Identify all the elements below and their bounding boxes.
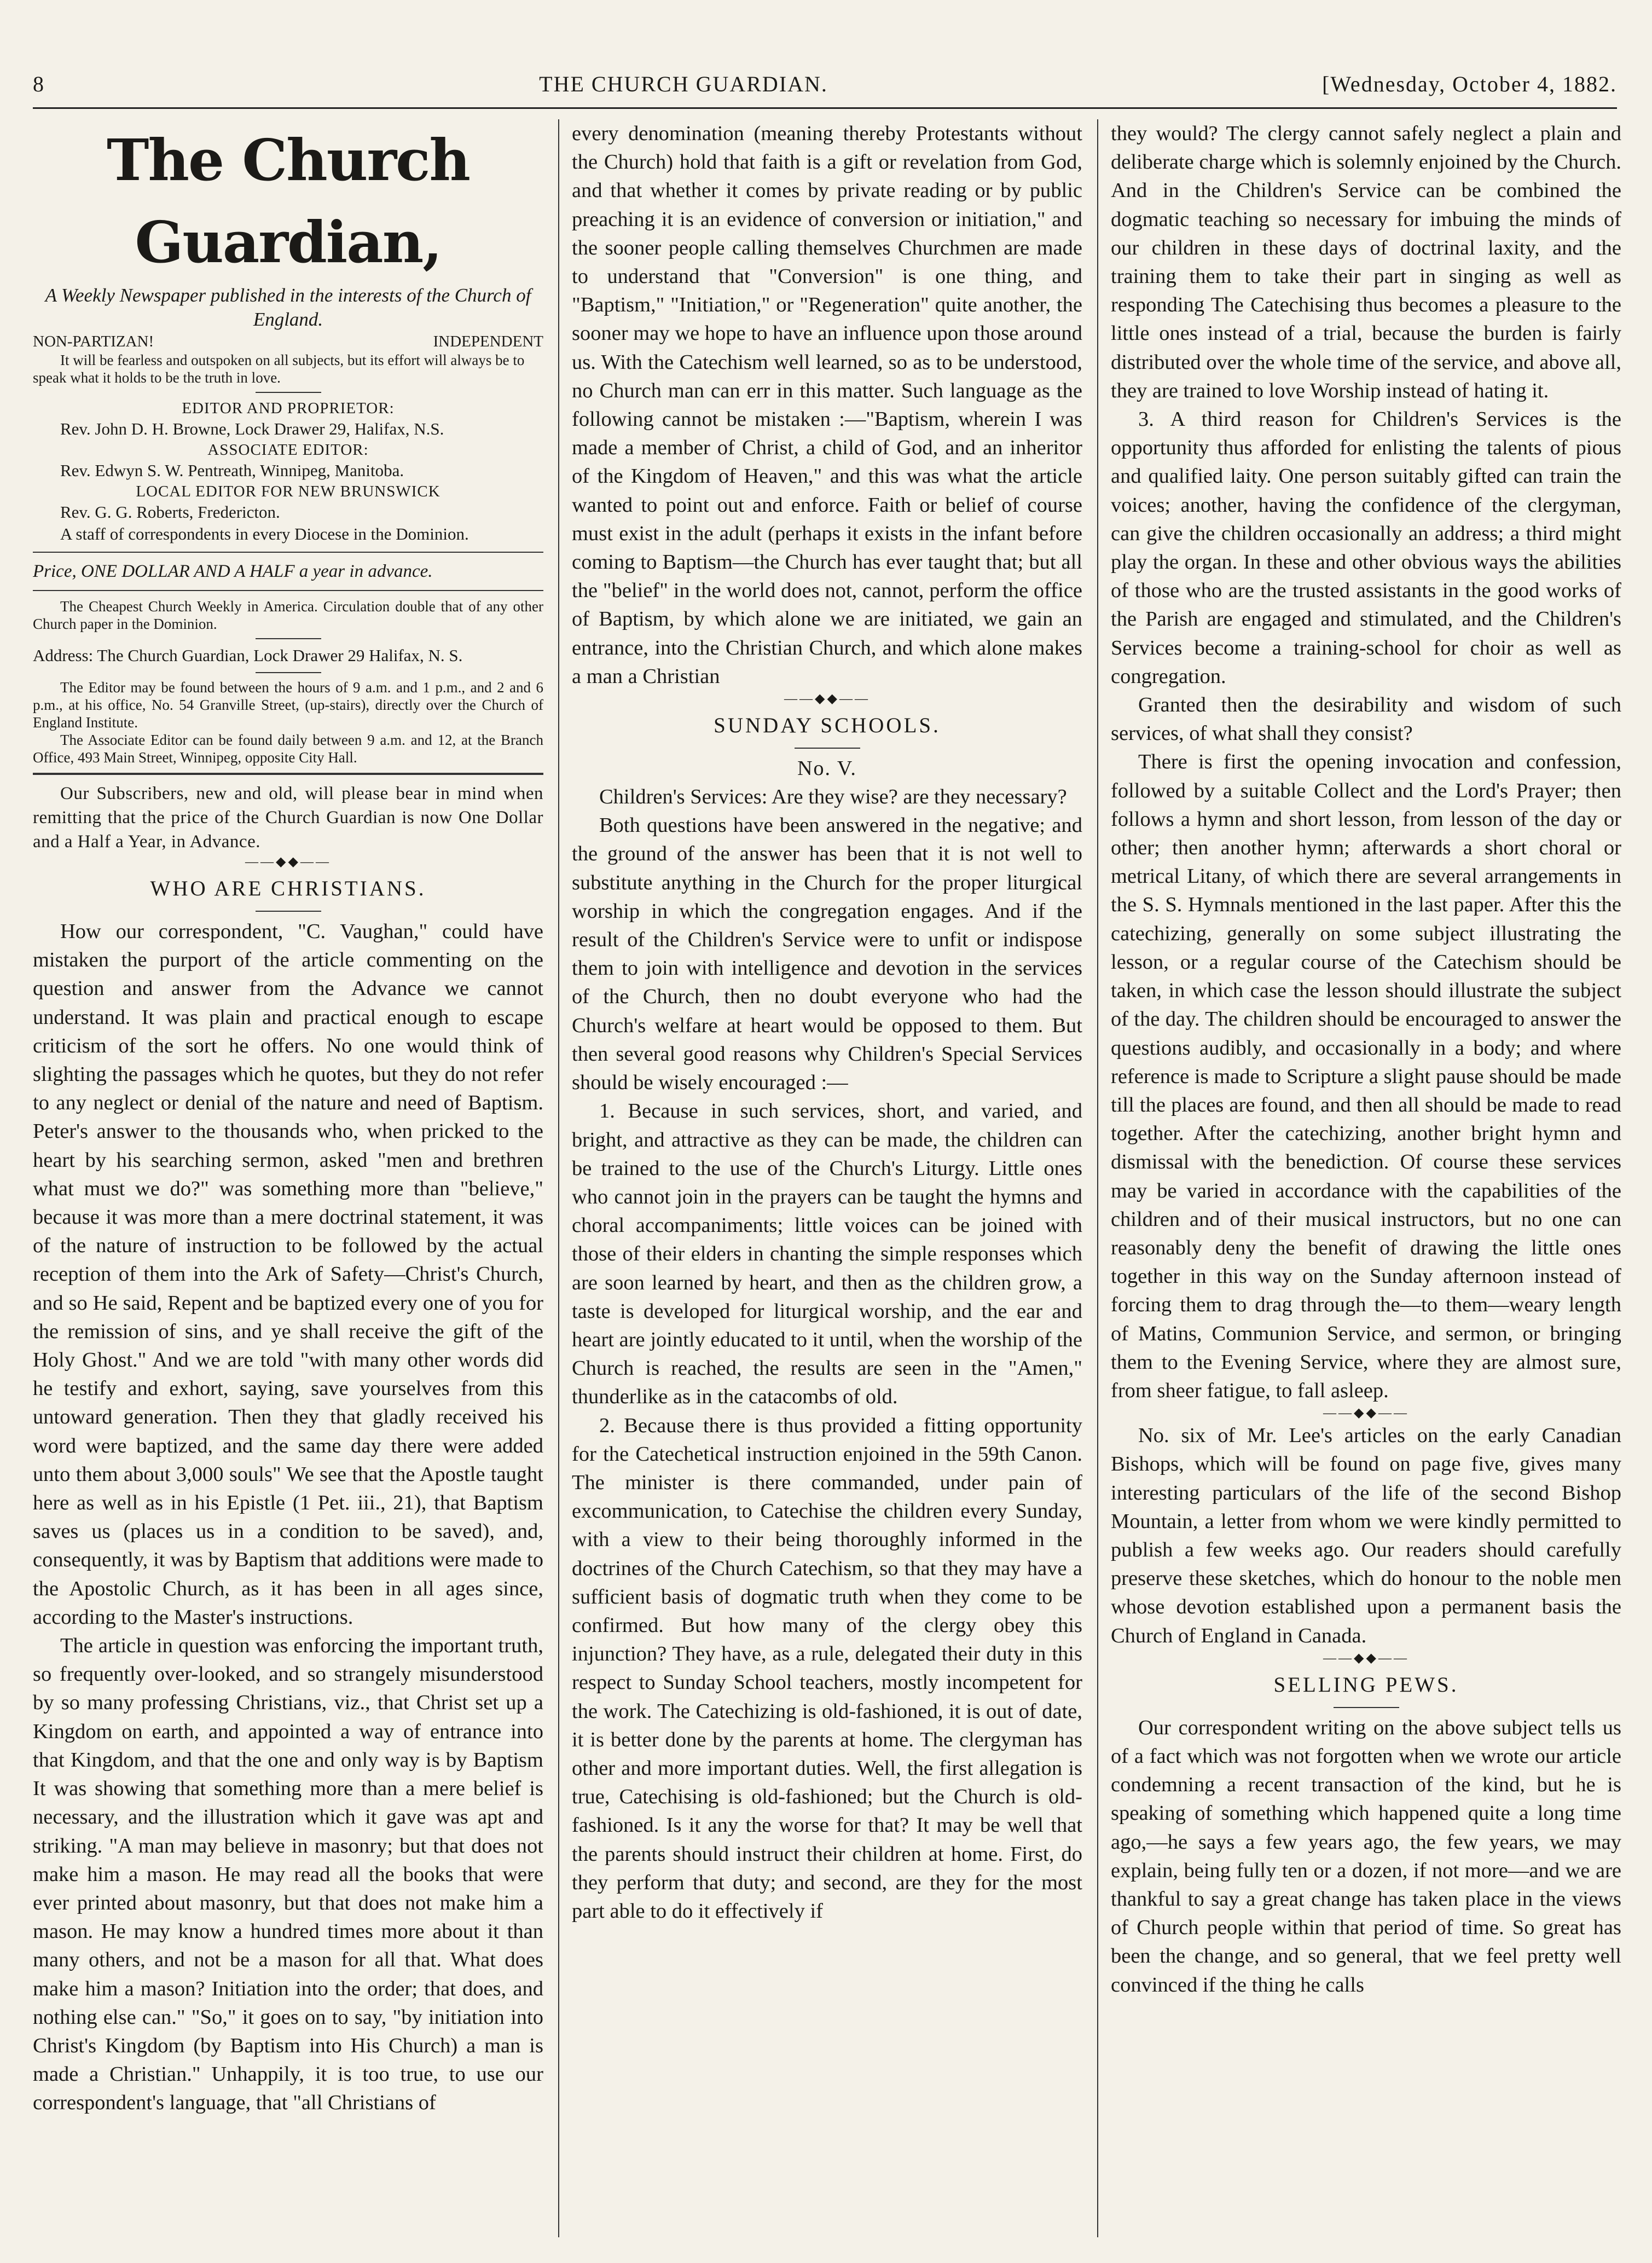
ornament-divider: ——◆◆—— bbox=[1323, 1651, 1409, 1665]
ornament-divider: ——◆◆—— bbox=[1323, 1406, 1409, 1421]
price-line: Price, ONE DOLLAR AND A HALF a year in advance. bbox=[33, 562, 433, 581]
divider bbox=[256, 911, 321, 912]
column-divider bbox=[558, 119, 559, 2237]
associate-heading: ASSOCIATE EDITOR: bbox=[207, 441, 369, 459]
column-1 bbox=[33, 119, 543, 2254]
column-2 bbox=[572, 119, 1082, 2254]
article-title-sunday-schools: SUNDAY SCHOOLS. bbox=[714, 714, 941, 738]
article-title-who-are-christians: WHO ARE CHRISTIANS. bbox=[150, 877, 426, 900]
divider bbox=[33, 773, 543, 775]
address-line: Address: The Church Guardian, Lock Drawer 29 Halifax, N. S. bbox=[33, 646, 463, 665]
article-paragraph: The article in question was enforcing the important truth, so frequently over-looked, and so strangely misunderstood by so many professing Christians, viz., that Christ set up a Kingdom on earth, and appointed a way of entrance into that Kingdom, and that the one and only way is by Baptism It was showing that something more than a mere belief is necessary, and the illustration which it gave was apt and striking. "A man may believe in masonry; but that does not make him a mason. He may read all the books that were ever printed about masonry, but that does not make him a mason. He may know a hundred times more about it than many others, and not be a mason for all that. What does make him a mason? Initiation into the order; that does, and nothing else can." "So," it goes on to say, "by initiation into Christ's Kingdom (by Baptism into His Church) a man is made a Christian." Unhappily, it is too true, to use our correspondent's language, that "all Christians of bbox=[33, 1634, 543, 2115]
ornament-divider: ——◆◆—— bbox=[784, 692, 870, 707]
branch-office: The Associate Editor can be found daily between 9 a.m. and 12, at the Branch Office, 493 Main Street, Winnipeg, opposite City Hall. bbox=[33, 732, 543, 766]
article-number: No. V. bbox=[797, 757, 857, 780]
article-title-selling-pews: SELLING PEWS. bbox=[1273, 1672, 1459, 1697]
article-paragraph: How our correspondent, "C. Vaughan," could have mistaken the purport of the article commenting on the question and answer from the Advance we cannot understand. It was plain and practical enough to escape criticism of the sort he offers. No one would think of slighting the passages which he quotes, but they do not refer to any neglect or denial of the nature and need of Baptism. Peter's answer to the thousands who, when pricked to the heart by his searching sermon, asked "men and brethren what must we do?" was something more than "believe," because it was more than a mere doctrinal statement, it was of the nature of instruction to be followed by the actual reception of them into the Ark of Safety—Christ's Church, and so He said, Repent and be baptized every one of you for the remission of sins, and ye shall receive the gift of the Holy Ghost." And we are told "with many other words did he testify and exhort, saying, save yourselves from this untoward generation. Then they that gladly received his word were baptized, and the same day there were added unto them about 3,000 souls" We see that the Apostle taught here as well as in his Epistle (1 Pet. iii., 21), that Baptism saves us (places us in a condition to be saved), and, consequently, it was by Baptism that additions were made to the Apostolic Church, as it has been in all ages since, according to the Master's instructions. bbox=[33, 920, 543, 1629]
local-editor-name: Rev. G. G. Roberts, Fredericton. bbox=[60, 502, 280, 522]
masthead-motto: It will be fearless and outspoken on all subjects, but its effort will always be to speak what it holds to be the truth in love. bbox=[33, 352, 525, 386]
non-partizan-label: NON-PARTIZAN! bbox=[33, 333, 154, 350]
editor-name: Rev. John D. H. Browne, Lock Drawer 29, Halifax, N.S. bbox=[60, 419, 444, 438]
divider bbox=[1334, 1707, 1399, 1708]
header-rule bbox=[33, 107, 1617, 109]
divider bbox=[256, 672, 321, 673]
masthead-title: The Church Guardian, bbox=[106, 126, 470, 276]
office-hours: The Editor may be found between the hours of 9 a.m. and 1 p.m., and 2 and 6 p.m., at his office, No. 54 Granville Street, (up-stairs), directly over the Church of England Institute. bbox=[33, 679, 543, 731]
divider bbox=[33, 590, 543, 591]
divider bbox=[33, 552, 543, 553]
article-paragraph: they would? The clergy cannot safely neglect a plain and deliberate charge which is solemnly enjoined by the Church. And in the Children's Service can be combined the dogmatic teaching so necessary for imbuing the minds of our children in these days of doctrinal laxity, and the training them to take their part in singing as well as responding The Catechising thus becomes a pleasure to the little ones instead of a trial, because the burden is fairly distributed over the whole time of the service, and above all, they are trained to love Worship instead of hating it. bbox=[1111, 122, 1621, 402]
staff-line: A staff of correspondents in every Diocese in the Dominion. bbox=[60, 524, 469, 543]
issue-date: [Wednesday, October 4, 1882. bbox=[1322, 72, 1617, 96]
article-paragraph: Both questions have been answered in the negative; and the ground of the answer has been that it is not well to substitute anything in the Church for the proper liturgical worship in which the congregation engages. And if the result of the Children's Service were to unfit or indispose them to join with intelligence and devotion in the services of the Church, then no doubt everyone who had the Church's welfare at heart would be opposed to them. But then several good reasons why Children's Special Services should be wisely encouraged :— bbox=[572, 814, 1082, 1095]
editor-heading: EDITOR AND PROPRIETOR: bbox=[182, 400, 395, 417]
article-paragraph: 3. A third reason for Children's Services is the opportunity thus afforded for enlisting the talents of pious and qualified laity. One person suitably gifted can train the voices; another, having the confidence of the clergyman, can give the children occasionally an address; a third might play the organ. In these and other obvious ways the abilities of those who are the trusted assistants in the good works of the Parish are engaged and stimulated, and the Children's Services become a training-school for choir as well as congregation. bbox=[1111, 408, 1621, 688]
article-paragraph: Our correspondent writing on the above subject tells us of a fact which was not forgotten when we wrote our article condemning a recent transaction of the kind, but he is speaking of something which happened quite a long time ago,—he says a few years ago, the few years, we may explain, being fully ten or a dozen, if not more—and we are thankful to say a great change has taken place in the views of Church people within that period of time. So great has been the change, and so general, that we feel pretty well convinced if the thing he calls bbox=[1111, 1716, 1621, 1996]
article-paragraph: There is first the opening invocation and confession, followed by a suitable Collect and the Lord's Prayer; then follows a hymn and short lesson, from lesson of the day or other; then another hymn; afterwards a short choral or metrical Litany, of which there are several arrangements in the S. S. Hymnals mentioned in the last paper. After this the catechizing, generally on some subject illustrating the lesson, or a regular course of the Catechism should be taken, in which case the lesson should illustrate the subject of the day. The children should be encouraged to answer the questions audibly, and occasionally in a body; and where reference is made to Scripture a slight pause should be made till the places are found, and then all should be made to read together. After the catechizing, another bright hymn and dismissal with the benediction. Of course these services may be varied in accordance with the capabilities of the children and of their musical instructors, but no one can reasonably deny the benefit of drawing the little ones together in this way on the Sunday afternoon instead of forcing them to drag through the—to them—weary length of Matins, Communion Service, and sermon, or bringing them to the Evening Service, where they are almost sure, from sheer fatigue, to fall asleep. bbox=[1111, 750, 1621, 1402]
article-paragraph: Granted then the desirability and wisdom of such services, of what shall they consist? bbox=[1111, 693, 1621, 745]
circulation-note: The Cheapest Church Weekly in America. Circulation double that of any other Church paper in the Dominion. bbox=[33, 598, 543, 632]
column-3 bbox=[1111, 119, 1621, 2254]
paper-name: THE CHURCH GUARDIAN. bbox=[539, 72, 828, 96]
article-paragraph: every denomination (meaning thereby Protestants without the Church) hold that faith is a gift or revelation from God, and that whether it comes by private reading or by public preaching it is an evidence of conversion or initiation," and the sooner people calling themselves Churchmen are made to understand that "Conversion" is one thing, and "Baptism," "Initiation," or "Regeneration" quite another, the sooner may we hope to have an influence upon those around us. With the Catechism well learned, so as to be understood, no Church man can err in this matter. Such language as the following cannot be mistaken :—"Baptism, wherein I was made a member of Christ, a child of God, and an inheritor of the Kingdom of Heaven," and this was what the article wanted to point out and enforce. Faith or belief of course must exist in the adult (perhaps it exists in the infant before coming to Baptism—the Church has ever taught that; but all the "belief" in the world does not, cannot, perform the office of Baptism, by which alone we are initiated, we gain an entrance, into the Christian Church, and which alone makes a man a Christian bbox=[572, 122, 1082, 688]
associate-name: Rev. Edwyn S. W. Pentreath, Winnipeg, Manitoba. bbox=[60, 461, 404, 480]
column-divider bbox=[1097, 119, 1098, 2237]
page-header bbox=[33, 71, 1617, 103]
divider bbox=[256, 392, 321, 393]
article-paragraph: 2. Because there is thus provided a fitting opportunity for the Catechetical instruction enjoined in the 59th Canon. The minister is there commanded, under pain of excommunication, to Catechise the children every Sunday, with a view to their being thoroughly informed in the doctrines of the Church Catechism, so that they may have a sufficient basis of dogmatic truth when they come to be confirmed. But how many of the clergy obey this injunction? They have, as a rule, delegated their duty in this respect to Sunday School teachers, mostly incompetent for the work. The Catechizing is old-fashioned, it is out of date, it is better done by the parents at home. The clergyman has other and more important duties. Well, the first allegation is true, Catechising is old-fashioned; but the Church is old-fashioned. Is it any the worse for that? It may be well that the parents should instruct their children at home. First, do they perform that duty; and second, are they for the most part able to do it effectively if bbox=[572, 1414, 1082, 1923]
lee-articles-note: No. six of Mr. Lee's articles on the early Canadian Bishops, which will be found on page five, gives many interesting particulars of the life of the second Bishop Mountain, a letter from whom we were kindly permitted to publish a few weeks ago. Our readers should carefully preserve these sketches, which do honour to the noble men whose devotion established upon a permanent basis the Church of England in Canada. bbox=[1111, 1424, 1621, 1647]
article-paragraph: 1. Because in such services, short, and varied, and bright, and attractive as they can be made, the children can be trained to the use of the Church's Liturgy. Little ones who cannot join in the prayers can be taught the hymns and choral accompaniments; little voices can be joined with those of their elders in chanting the simple responses which are soon learned by heart, and then as the children grow, a taste is developed for liturgical worship, and the ear and heart are jointly educated to it until, when the worship of the Church is reached, the results are seen in the "Amen," thunderlike as in the catacombs of old. bbox=[572, 1099, 1082, 1409]
divider bbox=[795, 748, 860, 749]
independent-label: INDEPENDENT bbox=[433, 333, 543, 350]
article-paragraph: Children's Services: Are they wise? are they necessary? bbox=[599, 785, 1067, 809]
local-editor-heading: LOCAL EDITOR FOR NEW BRUNSWICK bbox=[136, 483, 440, 500]
ornament-divider: ——◆◆—— bbox=[245, 855, 331, 869]
divider bbox=[256, 638, 321, 639]
page-number: 8 bbox=[33, 72, 45, 96]
subscriber-notice: Our Subscribers, new and old, will please bear in mind when remitting that the price of the Church Guardian is now One Dollar and a Half a Year, in Advance. bbox=[33, 784, 543, 852]
masthead-tagline: A Weekly Newspaper published in the interests of the Church of England. bbox=[45, 285, 531, 330]
masthead-labels bbox=[33, 332, 543, 351]
